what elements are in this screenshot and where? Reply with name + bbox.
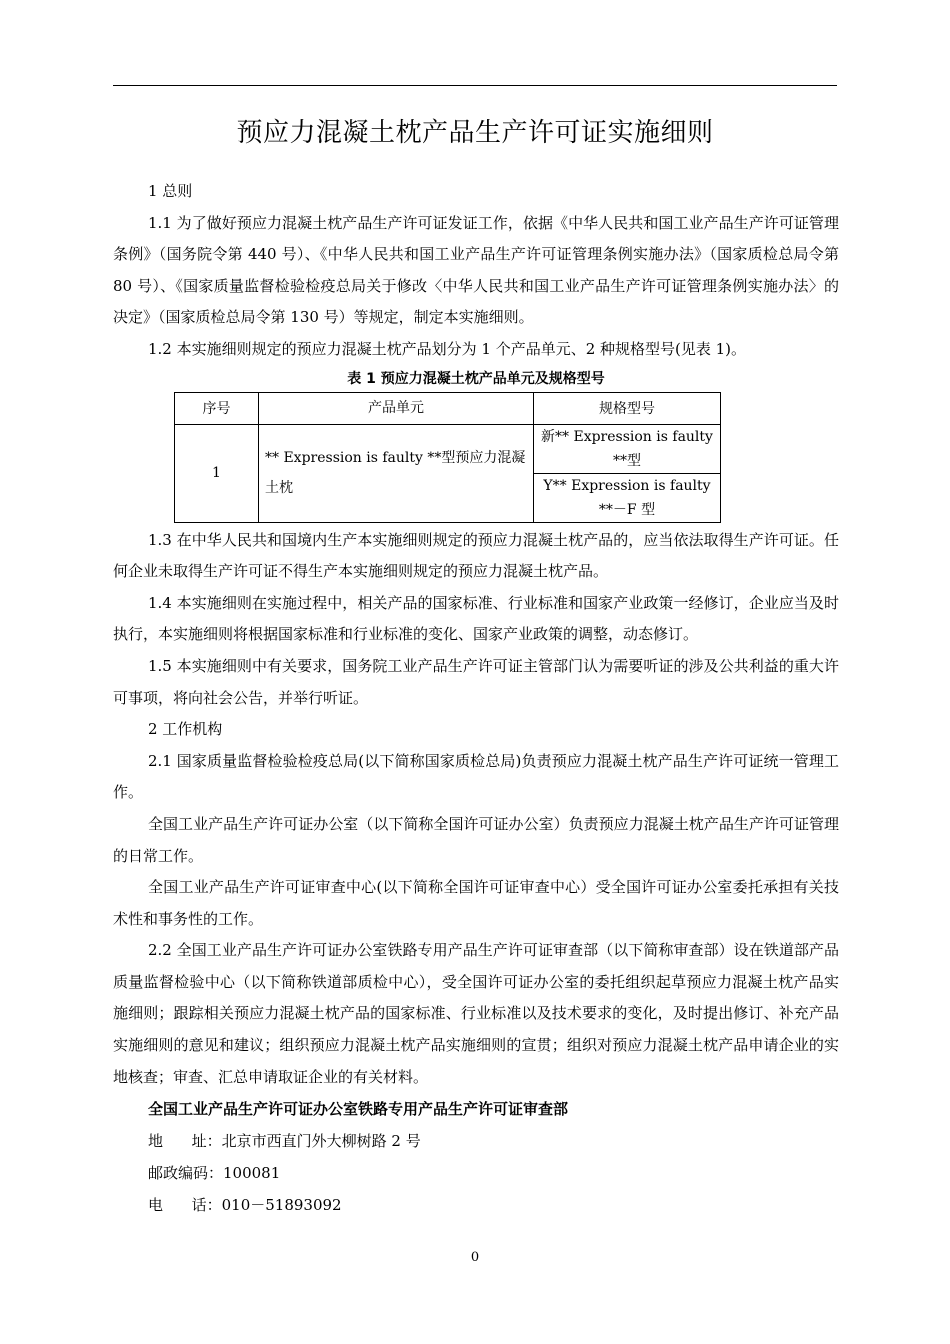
contact-postcode: 邮政编码：100081 [148, 1164, 281, 1183]
table-cell-spec-2: Y** Expression is faulty **－F 型 [534, 473, 721, 522]
product-unit-table [174, 392, 721, 523]
paragraph-1-2: 1.2 本实施细则规定的预应力混凝土枕产品划分为 1 个产品单元、2 种规格型号(见表 1)。 [148, 339, 747, 358]
paragraph-2-1-office: 全国工业产品生产许可证办公室（以下简称全国许可证办公室）负责预应力混凝土枕产品生产许可证管理的日常工作。 [113, 814, 839, 865]
header-rule [113, 85, 837, 86]
paragraph-1-4: 1.4 本实施细则在实施过程中，相关产品的国家标准、行业标准和国家产业政策一经修订，企业应当及时执行，本实施细则将根据国家标准和行业标准的变化、国家产业政策的调整，动态修订。 [113, 593, 839, 644]
paragraph-1-1: 1.1 为了做好预应力混凝土枕产品生产许可证发证工作，依据《中华人民共和国工业产品生产许可证管理条例》（国务院令第 440 号）、《中华人民共和国工业产品生产许可证管理条例实施办法》（国家质检总局令第 80 号）、《国家质量监督检验检疫总局关于修改〈中华人民共和国工业产品生产许可证管理条例实施办法〉的决定》（国家质检总局令第 130 号）等规定，制定本实施细则。 [113, 213, 839, 327]
table-cell-spec-1: 新** Expression is faulty **型 [534, 424, 721, 473]
section-2-heading: 2 工作机构 [148, 720, 223, 739]
contact-organization: 全国工业产品生产许可证办公室铁路专用产品生产许可证审查部 [148, 1100, 569, 1119]
paragraph-2-2: 2.2 全国工业产品生产许可证办公室铁路专用产品生产许可证审查部（以下简称审查部）设在铁道部产品质量监督检验中心（以下简称铁道部质检中心），受全国许可证办公室的委托组织起草预应力混凝土枕产品实施细则；跟踪相关预应力混凝土枕产品的国家标准、行业标准以及技术要求的变化，及时提出修订、补充产品实施细则的意见和建议；组织预应力混凝土枕产品实施细则的宣贯；组织对预应力混凝土枕产品申请企业的实地核查；审查、汇总申请取证企业的有关材料。 [113, 941, 839, 1086]
paragraph-2-1: 2.1 国家质量监督检验检疫总局(以下简称国家质检总局)负责预应力混凝土枕产品生产许可证统一管理工作。 [113, 751, 839, 802]
table-caption: 表 1 预应力混凝土枕产品单元及规格型号 [347, 370, 605, 387]
contact-phone: 电 话：010－51893092 [148, 1196, 342, 1215]
table-header-row [175, 392, 721, 424]
paragraph-1-5: 1.5 本实施细则中有关要求，国务院工业产品生产许可证主管部门认为需要听证的涉及公共利益的重大许可事项，将向社会公告，并举行听证。 [113, 656, 839, 707]
contact-address: 地 址：北京市西直门外大柳树路 2 号 [148, 1132, 421, 1151]
document-title: 预应力混凝土枕产品生产许可证实施细则 [236, 118, 714, 148]
table-header-seq: 序号 [175, 392, 259, 424]
table-row [175, 424, 721, 473]
paragraph-1-3: 1.3 在中华人民共和国境内生产本实施细则规定的预应力混凝土枕产品的，应当依法取得生产许可证。任何企业未取得生产许可证不得生产本实施细则规定的预应力混凝土枕产品。 [113, 530, 839, 581]
table-cell-seq: 1 [175, 424, 259, 522]
table-header-spec: 规格型号 [534, 392, 721, 424]
table-header-unit: 产品单元 [259, 392, 534, 424]
page-number: 0 [470, 1250, 480, 1265]
paragraph-2-1-center: 全国工业产品生产许可证审查中心(以下简称全国许可证审查中心）受全国许可证办公室委托承担有关技术性和事务性的工作。 [113, 878, 839, 928]
section-1-heading: 1 总则 [148, 182, 193, 200]
document-body [113, 176, 839, 1221]
table-cell-unit: ** Expression is faulty **型预应力混凝土枕 [259, 424, 534, 522]
